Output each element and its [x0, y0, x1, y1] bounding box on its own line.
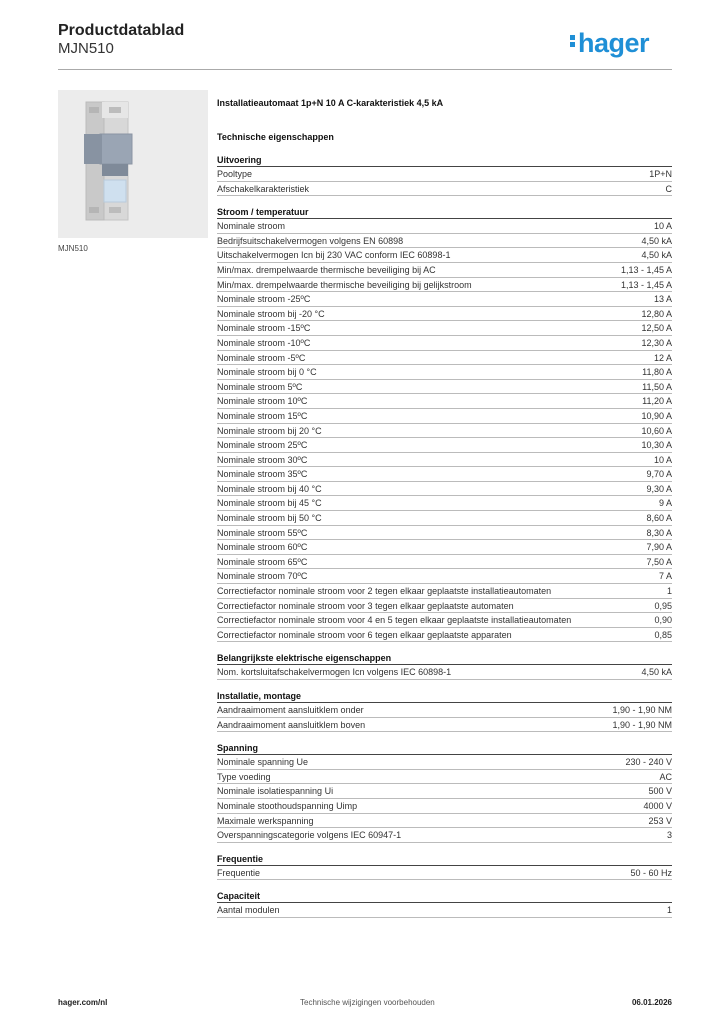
spec-label: Nominale stroom 65ºC [217, 556, 308, 567]
spec-label: Min/max. drempelwaarde thermische beveiliging bij AC [217, 264, 436, 275]
spec-value: 9,30 A [646, 483, 672, 494]
spec-value: 8,60 A [646, 513, 672, 524]
spec-row [217, 703, 672, 718]
spec-value: 7 A [658, 571, 672, 582]
spec-value: 7,90 A [646, 542, 672, 553]
spec-row [217, 380, 672, 395]
spec-label: Nominale stroom 15ºC [217, 410, 308, 421]
product-title: Installatieautomaat 1p+N 10 A C-karakteristiek 4,5 kA [217, 98, 444, 108]
spec-label: Aandraaimoment aansluitklem onder [217, 705, 364, 715]
spec-row [217, 628, 672, 643]
spec-row [217, 182, 672, 197]
spec-value: 11,50 A [642, 381, 672, 392]
spec-value: 1 [666, 586, 672, 597]
spec-row [217, 599, 672, 614]
spec-section [217, 853, 672, 881]
spec-row [217, 394, 672, 409]
spec-row [217, 351, 672, 366]
spec-row [217, 248, 672, 263]
spec-value: 7,50 A [646, 556, 672, 567]
spec-value: 9 A [658, 498, 672, 509]
spec-row [217, 770, 672, 785]
spec-label: Nominale stroom -5ºC [217, 352, 306, 363]
section-heading: Frequentie [217, 853, 672, 866]
spec-label: Nominale spanning Ue [217, 757, 309, 768]
spec-value: 1,90 - 1,90 NM [612, 719, 672, 730]
spec-value: 50 - 60 Hz [630, 867, 672, 878]
spec-row [217, 903, 672, 918]
spec-value: 11,80 A [642, 367, 672, 378]
spec-value: 10,90 A [641, 410, 672, 421]
spec-label: Correctiefactor nominale stroom voor 2 tegen elkaar geplaatste installatieautomaten [217, 586, 552, 597]
spec-label: Aandraaimoment aansluitklem boven [217, 719, 366, 730]
spec-section [217, 652, 672, 680]
technical-properties-heading: Technische eigenschappen [217, 132, 334, 142]
footer-date: 06.01.2026 [631, 998, 672, 1007]
spec-value: 13 A [653, 294, 672, 305]
spec-row [217, 755, 672, 770]
spec-row [217, 438, 672, 453]
section-heading: Installatie, montage [217, 690, 672, 703]
spec-row [217, 307, 672, 322]
spec-label: Type voeding [217, 771, 271, 782]
spec-row [217, 292, 672, 307]
spec-row [217, 665, 672, 680]
spec-value: 12,50 A [641, 323, 672, 334]
logo-text: hager [578, 28, 650, 58]
spec-row [217, 424, 672, 439]
spec-row [217, 167, 672, 182]
spec-row [217, 799, 672, 814]
spec-row [217, 482, 672, 497]
spec-value: 3 [666, 830, 672, 841]
section-heading: Belangrijkste elektrische eigenschappen [217, 652, 672, 665]
spec-row [217, 613, 672, 628]
spec-row [217, 526, 672, 541]
spec-value: 10 A [653, 221, 672, 232]
spec-row [217, 321, 672, 336]
spec-label: Afschakelkarakteristiek [217, 183, 310, 194]
spec-value: 9,70 A [646, 469, 672, 480]
spec-value: AC [659, 771, 672, 782]
spec-label: Nominale stroom bij -20 °C [217, 308, 325, 319]
spec-value: 12,30 A [641, 337, 672, 348]
spec-section [217, 154, 672, 196]
spec-row [217, 828, 672, 843]
spec-row [217, 234, 672, 249]
footer-website: hager.com/nl [58, 998, 108, 1007]
spec-value: 1,13 - 1,45 A [620, 264, 672, 275]
spec-value: 8,30 A [646, 527, 672, 538]
spec-section [217, 206, 672, 642]
spec-label: Nominale stroom 60ºC [217, 542, 308, 553]
spec-value: 1P+N [649, 169, 672, 179]
spec-row [217, 511, 672, 526]
spec-value: 10 A [653, 454, 672, 465]
spec-row [217, 453, 672, 468]
spec-value: 10,60 A [641, 425, 672, 436]
spec-label: Nominale stroom 25ºC [217, 440, 308, 451]
spec-label: Nominale stroom [217, 221, 286, 232]
spec-row [217, 278, 672, 293]
spec-value: 12,80 A [641, 308, 672, 319]
spec-value: 1 [666, 905, 672, 916]
section-heading: Stroom / temperatuur [217, 206, 672, 219]
section-heading: Spanning [217, 742, 672, 755]
spec-label: Correctiefactor nominale stroom voor 3 tegen elkaar geplaatste automaten [217, 600, 514, 611]
spec-label: Nominale stoothoudspanning Uimp [217, 800, 358, 811]
product-image-caption: MJN510 [58, 244, 88, 253]
spec-label: Nominale stroom 10ºC [217, 396, 308, 407]
spec-label: Frequentie [217, 867, 261, 878]
spec-value: 0,85 [654, 629, 672, 640]
spec-label: Correctiefactor nominale stroom voor 6 tegen elkaar geplaatste apparaten [217, 629, 512, 640]
spec-label: Overspanningscategorie volgens IEC 60947-1 [217, 830, 402, 841]
spec-row [217, 784, 672, 799]
spec-label: Nominale stroom bij 0 °C [217, 367, 317, 378]
spec-value: 1,90 - 1,90 NM [612, 705, 672, 715]
spec-label: Min/max. drempelwaarde thermische beveiliging bij gelijkstroom [217, 279, 472, 290]
spec-value: 4,50 kA [641, 235, 672, 246]
spec-label: Pooltype [217, 169, 253, 179]
spec-row [217, 540, 672, 555]
spec-label: Nominale stroom 30ºC [217, 454, 308, 465]
hager-logo [570, 30, 649, 57]
spec-label: Uitschakelvermogen Icn bij 230 VAC conform IEC 60898-1 [217, 250, 451, 261]
footer-disclaimer: Technische wijzigingen voorbehouden [300, 998, 435, 1007]
spec-value: 1,13 - 1,45 A [620, 279, 672, 290]
spec-row [217, 584, 672, 599]
datasheet-content [217, 96, 672, 918]
spec-value: 4000 V [643, 800, 672, 811]
spec-value: 10,30 A [641, 440, 672, 451]
spec-label: Bedrijfsuitschakelvermogen volgens EN 60898 [217, 235, 404, 246]
spec-value: 4,50 kA [641, 250, 672, 261]
document-title: Productdatablad [58, 22, 185, 39]
properties-sections [217, 154, 672, 918]
spec-label: Nominale stroom 35ºC [217, 469, 308, 480]
section-heading: Uitvoering [217, 154, 672, 167]
spec-label: Nominale stroom -25ºC [217, 294, 311, 305]
spec-label: Nominale stroom -10ºC [217, 337, 311, 348]
spec-row [217, 866, 672, 881]
spec-section [217, 690, 672, 732]
spec-label: Nominale stroom bij 45 °C [217, 498, 322, 509]
product-image [58, 90, 208, 238]
spec-label: Nom. kortsluitafschakelvermogen Icn volgens IEC 60898-1 [217, 667, 452, 678]
spec-value: 0,95 [654, 600, 672, 611]
product-code: MJN510 [58, 40, 114, 57]
section-heading: Capaciteit [217, 890, 672, 903]
spec-row [217, 219, 672, 234]
spec-label: Nominale stroom 55ºC [217, 527, 308, 538]
spec-row [217, 814, 672, 829]
spec-value: 11,20 A [642, 396, 672, 407]
spec-row [217, 409, 672, 424]
spec-value: 500 V [648, 786, 672, 797]
spec-label: Maximale werkspanning [217, 815, 314, 826]
spec-value: 230 - 240 V [625, 757, 672, 768]
spec-section [217, 742, 672, 843]
spec-value: 4,50 kA [641, 667, 672, 678]
spec-label: Aantal modulen [217, 905, 280, 916]
spec-label: Nominale stroom 70ºC [217, 571, 308, 582]
spec-label: Nominale stroom bij 40 °C [217, 483, 322, 494]
spec-label: Nominale stroom bij 50 °C [217, 513, 322, 524]
circuit-breaker-icon [58, 90, 208, 238]
logo-dots-icon [570, 33, 576, 49]
spec-label: Nominale stroom -15ºC [217, 323, 311, 334]
spec-value: 12 A [653, 352, 672, 363]
spec-label: Nominale isolatiespanning Ui [217, 786, 334, 797]
spec-row [217, 555, 672, 570]
spec-label: Correctiefactor nominale stroom voor 4 en 5 tegen elkaar geplaatste installatieautomaten [217, 615, 572, 626]
spec-label: Nominale stroom bij 20 °C [217, 425, 322, 436]
spec-value: C [665, 183, 672, 194]
spec-row [217, 496, 672, 511]
spec-value: 253 V [648, 815, 672, 826]
header-divider [58, 69, 672, 70]
spec-row [217, 718, 672, 733]
spec-row [217, 569, 672, 584]
spec-row [217, 365, 672, 380]
spec-row [217, 263, 672, 278]
spec-row [217, 467, 672, 482]
spec-label: Nominale stroom 5ºC [217, 381, 303, 392]
spec-row [217, 336, 672, 351]
spec-section [217, 890, 672, 918]
spec-value: 0,90 [654, 615, 672, 626]
